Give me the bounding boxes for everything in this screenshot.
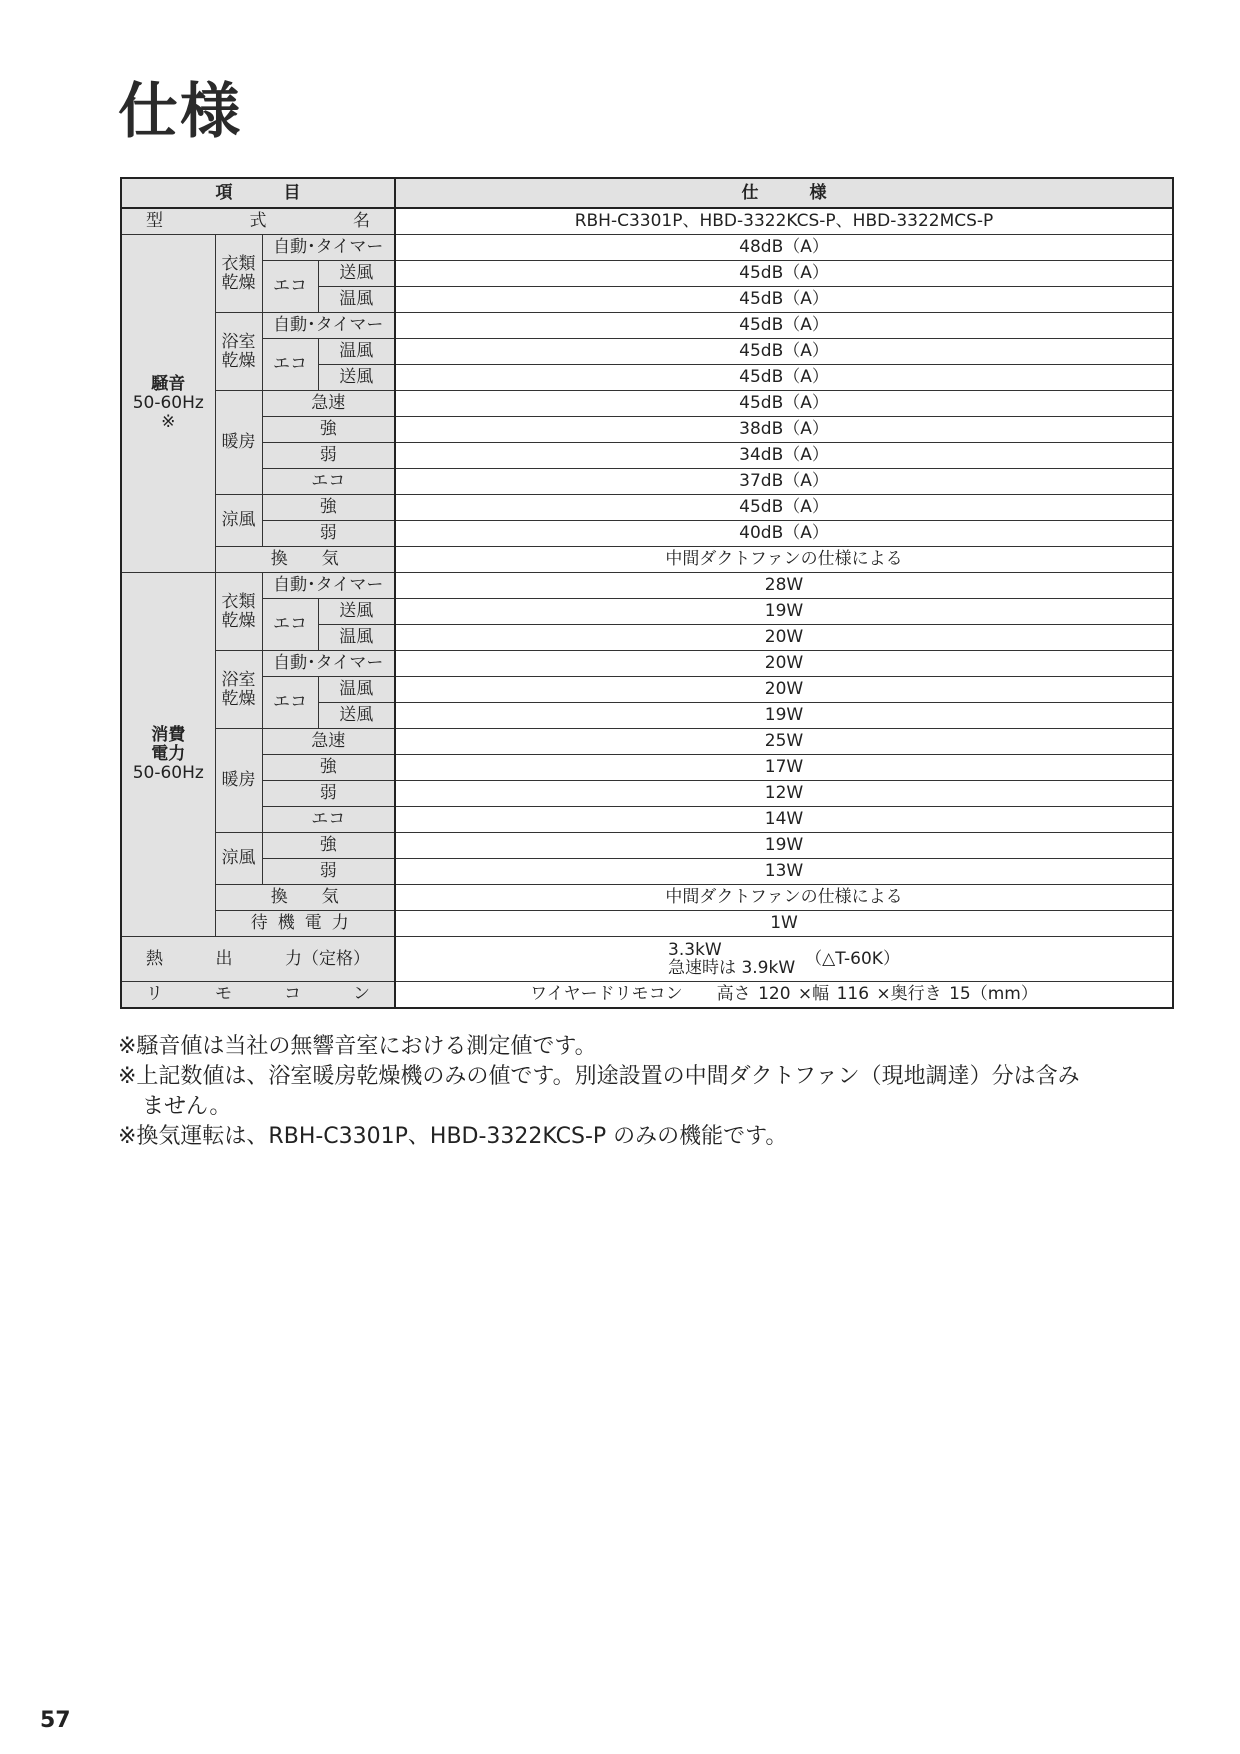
power-bath-eco-blow: 19W (395, 703, 1173, 729)
remote-value: ワイヤードリモコン 高さ 120 ×幅 116 ×奥行き 15（mm） (395, 982, 1173, 1009)
power-heat-eco: 14W (395, 807, 1173, 833)
bath-dry-label-line: 浴室 (221, 331, 256, 352)
noise-heat-strong: 38dB（A） (395, 417, 1173, 443)
footnotes (118, 1032, 1178, 1152)
footnote: ※騒音値は当社の無響音室における測定値です。 (118, 1034, 597, 1059)
power-clothes-auto: 28W (395, 573, 1173, 599)
noise-clothes-eco-warm: 45dB（A） (395, 287, 1173, 313)
table-row (121, 521, 1173, 547)
weak-label: 弱 (262, 781, 395, 807)
weak-label: 弱 (262, 443, 395, 469)
rapid-label: 急速 (262, 391, 395, 417)
table-row (121, 859, 1173, 885)
power-heat-weak: 12W (395, 781, 1173, 807)
remote-label-char: ン (353, 984, 370, 1004)
noise-vent: 中間ダクトファンの仕様による (395, 547, 1173, 573)
footnote: ※換気運転は、RBH-C3301P、HBD-3322KCS-P のみの機能です。 (118, 1124, 788, 1149)
strong-label: 強 (262, 833, 395, 859)
vent-label: 換 気 (215, 885, 395, 911)
blow-label: 送風 (318, 365, 395, 391)
noise-bath-eco-warm: 45dB（A） (395, 339, 1173, 365)
table-row (121, 313, 1173, 339)
strong-label: 強 (262, 495, 395, 521)
heat-output-line: 3.3kW (668, 940, 722, 960)
heat-output-label-char: 力（定格） (285, 948, 370, 969)
clothes-dry-label (215, 235, 262, 313)
power-sub: 50-60Hz (132, 763, 204, 783)
table-row (121, 235, 1173, 261)
heat-output-line: 急速時は 3.9kW (668, 958, 796, 978)
table-row (121, 469, 1173, 495)
noise-heat-weak: 34dB（A） (395, 443, 1173, 469)
vent-label: 換 気 (215, 547, 395, 573)
noise-clothes-auto: 48dB（A） (395, 235, 1173, 261)
table-row (121, 755, 1173, 781)
remote-label-char: モ (215, 984, 232, 1004)
power-label: 消費 (151, 725, 186, 745)
table-row (121, 807, 1173, 833)
noise-bath-eco-blow: 45dB（A） (395, 365, 1173, 391)
power-label: 電力 (151, 744, 186, 764)
auto-timer-label: 自動･タイマー (262, 651, 395, 677)
spec-table (120, 177, 1174, 1009)
clothes-dry-label-line: 乾燥 (221, 272, 256, 293)
noise-group-label (121, 235, 215, 573)
table-row (121, 495, 1173, 521)
standby-label: 待機電力 (215, 911, 395, 937)
remote-label-char: リ (146, 984, 163, 1004)
noise-bath-auto: 45dB（A） (395, 313, 1173, 339)
power-vent: 中間ダクトファンの仕様による (395, 885, 1173, 911)
heat-output-label (121, 937, 395, 982)
remote-label (121, 982, 395, 1009)
power-group-label (121, 573, 215, 937)
table-row (121, 651, 1173, 677)
table-row (121, 911, 1173, 937)
table-row (121, 417, 1173, 443)
weak-label: 弱 (262, 859, 395, 885)
power-standby: 1W (395, 911, 1173, 937)
noise-clothes-eco-blow: 45dB（A） (395, 261, 1173, 287)
power-bath-eco-warm: 20W (395, 677, 1173, 703)
clothes-dry-label (215, 573, 262, 651)
eco-label: エコ (262, 469, 395, 495)
bath-dry-label (215, 651, 262, 729)
blow-label: 送風 (318, 261, 395, 287)
eco-label: エコ (262, 677, 318, 729)
table-row (121, 833, 1173, 859)
table-header-row (121, 178, 1173, 208)
heat-output-label-char: 熱 (146, 948, 163, 969)
power-cool-weak: 13W (395, 859, 1173, 885)
table-row (121, 339, 1173, 365)
table-row (121, 677, 1173, 703)
eco-label: エコ (262, 261, 318, 313)
warm-label: 温風 (318, 339, 395, 365)
noise-sub: 50-60Hz (132, 393, 204, 413)
page-title: 仕様 (118, 77, 242, 147)
power-heat-strong: 17W (395, 755, 1173, 781)
noise-cool-weak: 40dB（A） (395, 521, 1173, 547)
power-cool-strong: 19W (395, 833, 1173, 859)
noise-cool-strong: 45dB（A） (395, 495, 1173, 521)
warm-label: 温風 (318, 625, 395, 651)
power-clothes-eco-blow: 19W (395, 599, 1173, 625)
heating-label: 暖房 (215, 391, 262, 495)
table-row (121, 937, 1173, 982)
cooling-label: 涼風 (215, 495, 262, 547)
heat-output-note: （△T-60K） (805, 948, 900, 969)
remote-label-char: コ (284, 984, 301, 1004)
table-row (121, 547, 1173, 573)
bath-dry-label-line: 乾燥 (221, 350, 256, 371)
header-spec: 仕 様 (395, 178, 1173, 208)
strong-label: 強 (262, 755, 395, 781)
model-label-char: 式 (249, 211, 267, 231)
rapid-label: 急速 (262, 729, 395, 755)
power-clothes-eco-warm: 20W (395, 625, 1173, 651)
table-row (121, 261, 1173, 287)
eco-label: エコ (262, 807, 395, 833)
table-row (121, 599, 1173, 625)
header-item: 項 目 (121, 178, 395, 208)
heat-output-value (395, 937, 1173, 982)
blow-label: 送風 (318, 703, 395, 729)
table-row (121, 391, 1173, 417)
power-bath-auto: 20W (395, 651, 1173, 677)
auto-timer-label: 自動･タイマー (262, 235, 395, 261)
page-number: 57 (40, 1708, 71, 1733)
eco-label: エコ (262, 599, 318, 651)
strong-label: 強 (262, 417, 395, 443)
footnote: ※上記数値は、浴室暖房乾燥機のみの値です。別途設置の中間ダクトファン（現地調達）分は含み (118, 1064, 1080, 1089)
eco-label: エコ (262, 339, 318, 391)
blow-label: 送風 (318, 599, 395, 625)
bath-dry-label-line: 浴室 (221, 669, 256, 690)
clothes-dry-label-line: 乾燥 (221, 610, 256, 631)
table-row (121, 573, 1173, 599)
warm-label: 温風 (318, 287, 395, 313)
auto-timer-label: 自動･タイマー (262, 573, 395, 599)
heat-output-label-char: 出 (215, 948, 233, 969)
model-value: RBH-C3301P、HBD-3322KCS-P、HBD-3322MCS-P (395, 208, 1173, 235)
noise-heat-rapid: 45dB（A） (395, 391, 1173, 417)
footnote: ません。 (142, 1094, 232, 1119)
model-label-char: 名 (353, 211, 370, 231)
auto-timer-label: 自動･タイマー (262, 313, 395, 339)
cooling-label: 涼風 (215, 833, 262, 885)
noise-label: 騒音 (151, 374, 186, 394)
clothes-dry-label-line: 衣類 (221, 591, 256, 612)
table-row (121, 885, 1173, 911)
warm-label: 温風 (318, 677, 395, 703)
bath-dry-label-line: 乾燥 (221, 688, 256, 709)
model-label-char: 型 (146, 211, 163, 231)
model-label (121, 208, 395, 235)
power-heat-rapid: 25W (395, 729, 1173, 755)
table-row (121, 208, 1173, 235)
table-row (121, 781, 1173, 807)
noise-heat-eco: 37dB（A） (395, 469, 1173, 495)
table-row (121, 729, 1173, 755)
bath-dry-label (215, 313, 262, 391)
weak-label: 弱 (262, 521, 395, 547)
clothes-dry-label-line: 衣類 (221, 253, 256, 274)
table-row (121, 982, 1173, 1009)
table-row (121, 443, 1173, 469)
heating-label: 暖房 (215, 729, 262, 833)
noise-mark: ※ (161, 412, 176, 432)
